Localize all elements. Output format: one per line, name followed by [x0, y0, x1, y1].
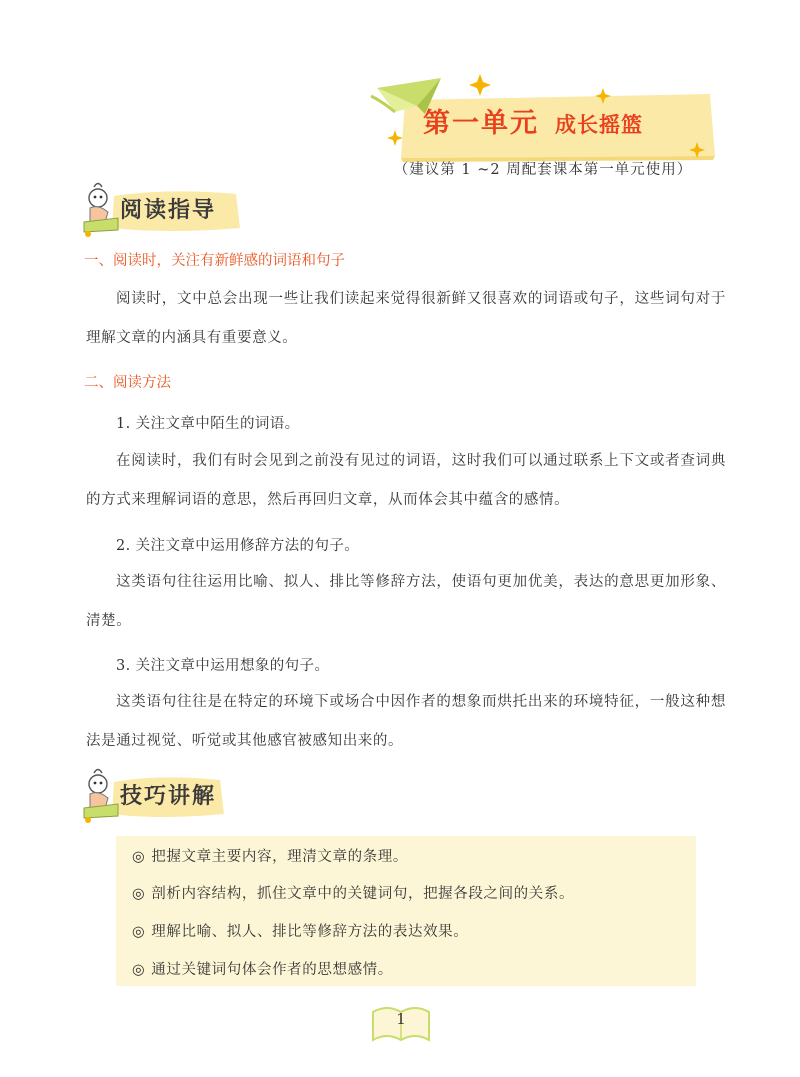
skills-title: 技巧讲解: [120, 784, 217, 809]
method-1-label: 1. 关注文章中陌生的词语。: [116, 416, 300, 432]
tip-item: [132, 845, 408, 866]
method-2-body: 这类语句往往运用比喻、拟人、排比等修辞方法，使语句更加优美，表达的意思更加形象、清楚。: [86, 574, 726, 629]
unit-title-sub: 成长摇篮: [555, 113, 643, 137]
section-heading-skills: [78, 768, 228, 828]
tip-text: 剖析内容结构，抓住文章中的关键词句，把握各段之间的关系。: [151, 886, 575, 902]
method-3-label: 3. 关注文章中运用想象的句子。: [116, 658, 330, 674]
cartoon-mascot-icon: [84, 184, 118, 238]
tip-text: 理解比喻、拟人、排比等修辞方法的表达效果。: [151, 924, 469, 940]
bullet-icon: ◎: [132, 924, 146, 940]
reading-point-1-title: 一、阅读时，关注有新鲜感的词语和句子: [84, 253, 345, 269]
method-2-label: 2. 关注文章中运用修辞方法的句子。: [116, 538, 360, 554]
unit-title: [423, 104, 643, 144]
section-heading-reading-guide: [78, 182, 248, 242]
bullet-icon: ◎: [132, 962, 146, 978]
reading-point-2-title: 二、阅读方法: [84, 375, 171, 391]
tip-item: [132, 882, 574, 903]
reading-guide-title: 阅读指导: [120, 198, 217, 223]
cartoon-mascot-icon: [84, 770, 118, 824]
method-1-body: 在阅读时，我们有时会见到之前没有见过的词语，这时我们可以通过联系上下文或者查词典的方式来理解词语的意思，然后再回归文章，从而体会其中蕴含的感情。: [86, 453, 726, 508]
reading-point-1-body: 阅读时，文中总会出现一些让我们读起来觉得很新鲜又很喜欢的词语或句子，这些词句对于理解文章的内涵具有重要意义。: [86, 291, 726, 346]
bullet-icon: ◎: [132, 849, 146, 865]
unit-title-main: 第一单元: [423, 108, 539, 139]
tip-item: [132, 958, 393, 979]
bullet-icon: ◎: [132, 886, 146, 902]
tip-item: [132, 920, 468, 941]
page-number-badge: [369, 1000, 433, 1044]
page-number: 1: [396, 1010, 406, 1028]
skills-tips-box: [116, 836, 696, 986]
tip-text: 通过关键词句体会作者的思想感情。: [151, 962, 393, 978]
tip-text: 把握文章主要内容，理清文章的条理。: [151, 849, 408, 865]
usage-advice: （建议第 1 ~2 周配套课本第一单元使用）: [393, 162, 693, 178]
method-3-body: 这类语句往往是在特定的环境下或场合中因作者的想象而烘托出来的环境特征，一般这种想法是通过视觉、听觉或其他感官被感知出来的。: [86, 694, 726, 749]
